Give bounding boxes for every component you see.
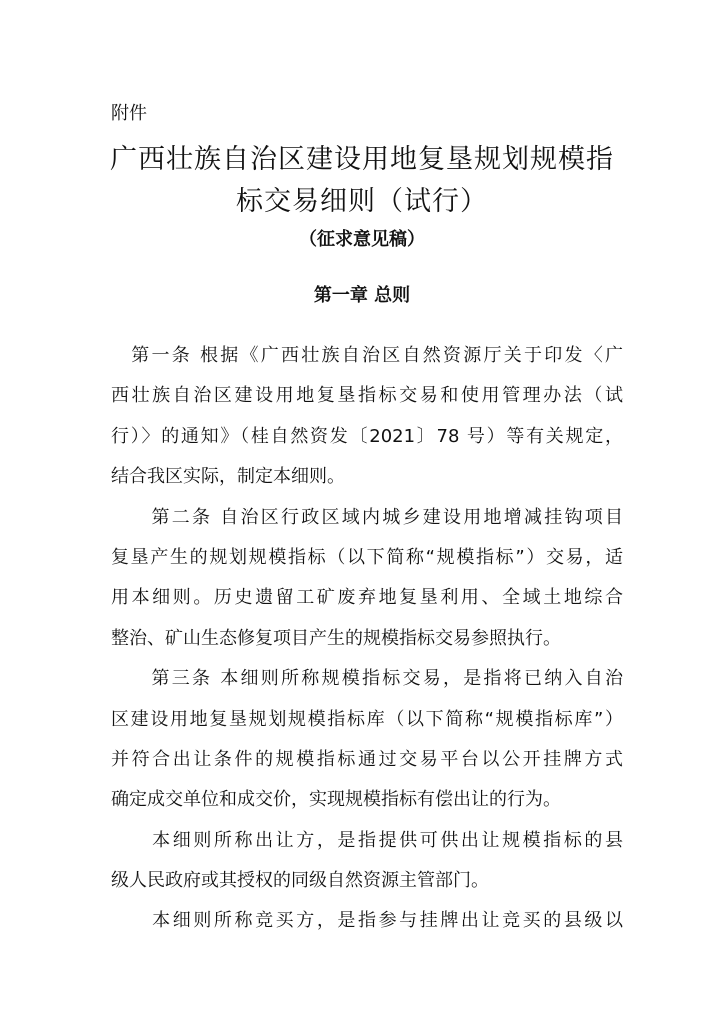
body-line: 行）〉的通知》（桂自然资发〔2021〕78 号）等有关规定，: [111, 425, 623, 447]
body-line: 第二条 自治区行政区域内城乡建设用地增减挂钩项目: [111, 506, 623, 528]
body-line: 整治、矿山生态修复项目产生的规模指标交易参照执行。: [111, 627, 561, 649]
body-line: 复垦产生的规划规模指标（以下简称“规模指标”）交易，适: [111, 546, 623, 568]
document-title-line-2: 标交易细则（试行）: [236, 186, 488, 217]
body-line: 区建设用地复垦规划规模指标库（以下简称“规模指标库”）: [111, 708, 623, 730]
body-line: 第三条 本细则所称规模指标交易，是指将已纳入自治: [111, 668, 623, 690]
document-subtitle: （征求意见稿）: [299, 229, 425, 250]
attachment-label: 附件: [111, 103, 147, 124]
document-title-line-1: 广西壮族自治区建设用地复垦规划规模指: [110, 144, 614, 175]
body-line: 用本细则。历史遗留工矿废弃地复垦利用、全域土地综合: [111, 587, 623, 609]
body-line: 级人民政府或其授权的同级自然资源主管部门。: [111, 870, 489, 892]
body-line: 本细则所称竞买方，是指参与挂牌出让竞买的县级以: [111, 910, 623, 932]
body-line: 第一条 根据《广西壮族自治区自然资源厅关于印发〈广: [111, 345, 623, 366]
chapter-heading: 第一章 总则: [313, 285, 411, 306]
body-text: [111, 336, 623, 942]
body-line: 本细则所称出让方，是指提供可供出让规模指标的县: [111, 829, 623, 851]
body-line: 结合我区实际，制定本细则。: [111, 466, 345, 488]
body-line: 确定成交单位和成交价，实现规模指标有偿出让的行为。: [111, 789, 561, 811]
body-line: 西壮族自治区建设用地复垦指标交易和使用管理办法（试: [111, 385, 623, 407]
body-line: 并符合出让条件的规模指标通过交易平台以公开挂牌方式: [111, 748, 623, 770]
